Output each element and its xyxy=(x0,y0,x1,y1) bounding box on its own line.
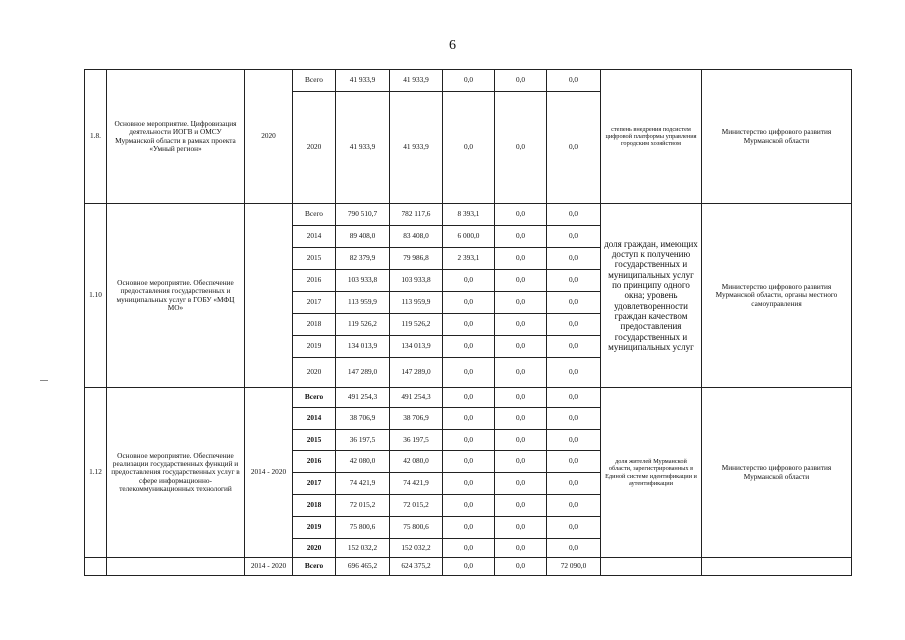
total-value: 0,0 xyxy=(443,558,495,576)
funding-value: 74 421,9 xyxy=(390,473,443,495)
funding-value: 0,0 xyxy=(443,358,495,388)
funding-value: 38 706,9 xyxy=(390,408,443,430)
funding-value: 0,0 xyxy=(443,314,495,336)
funding-value: 0,0 xyxy=(443,495,495,517)
funding-value: 0,0 xyxy=(547,517,601,539)
year-cell: 2019 xyxy=(293,517,336,539)
empty-cell xyxy=(601,558,702,576)
funding-value: 491 254,3 xyxy=(336,388,390,408)
funding-value: 0,0 xyxy=(495,517,547,539)
total-value: 624 375,2 xyxy=(390,558,443,576)
empty-cell xyxy=(107,558,245,576)
funding-value: 0,0 xyxy=(547,270,601,292)
funding-value: 72 015,2 xyxy=(390,495,443,517)
funding-value: 134 013,9 xyxy=(390,336,443,358)
funding-value: 0,0 xyxy=(495,270,547,292)
funding-value: 41 933,9 xyxy=(390,92,443,204)
funding-value: 0,0 xyxy=(495,248,547,270)
year-cell: 2020 xyxy=(293,539,336,558)
measure-number: 1.8. xyxy=(85,70,107,204)
funding-value: 0,0 xyxy=(547,292,601,314)
year-cell: Всего xyxy=(293,388,336,408)
funding-value: 6 000,0 xyxy=(443,226,495,248)
target-indicator: степень внедрения подсистем цифровой платформы управления городским хозяйством xyxy=(601,70,702,204)
funding-value: 0,0 xyxy=(443,408,495,430)
executor: Министерство цифрового развития Мурманской области xyxy=(702,388,852,558)
total-value: 0,0 xyxy=(495,558,547,576)
funding-value: 782 117,6 xyxy=(390,204,443,226)
funding-value: 83 408,0 xyxy=(390,226,443,248)
funding-value: 0,0 xyxy=(547,70,601,92)
program-measures-table xyxy=(84,69,852,576)
target-indicator: доля жителей Мурманской области, зарегистрированных в Единой системе идентификации и аутентификации xyxy=(601,388,702,558)
funding-value: 0,0 xyxy=(547,314,601,336)
funding-value: 147 289,0 xyxy=(336,358,390,388)
funding-value: 0,0 xyxy=(443,92,495,204)
empty-cell xyxy=(85,558,107,576)
funding-value: 75 800,6 xyxy=(336,517,390,539)
funding-value: 152 032,2 xyxy=(336,539,390,558)
funding-value: 0,0 xyxy=(495,204,547,226)
measure-name: Основное мероприятие. Обеспечение реализации государственных функций и предоставления государственных услуг в сфере информационно-телекоммуникационных технологий xyxy=(107,388,245,558)
year-cell: 2018 xyxy=(293,314,336,336)
funding-value: 0,0 xyxy=(495,226,547,248)
measure-name: Основное мероприятие. Цифровизация деятельности ИОГВ и ОМСУ Мурманской области в рамках проекта «Умный регион» xyxy=(107,70,245,204)
funding-value: 152 032,2 xyxy=(390,539,443,558)
funding-value: 0,0 xyxy=(495,336,547,358)
total-value: 72 090,0 xyxy=(547,558,601,576)
measure-name: Основное мероприятие. Обеспечение предоставления государственных и муниципальных услуг в ГОБУ «МФЦ МО» xyxy=(107,204,245,388)
year-cell: 2015 xyxy=(293,430,336,451)
executor: Министерство цифрового развития Мурманской области xyxy=(702,70,852,204)
funding-value: 0,0 xyxy=(547,539,601,558)
funding-value: 42 080,0 xyxy=(390,451,443,473)
implementation-period: 2014 - 2020 xyxy=(245,388,293,558)
year-cell: 2016 xyxy=(293,270,336,292)
funding-value: 0,0 xyxy=(443,473,495,495)
funding-value: 0,0 xyxy=(495,70,547,92)
funding-value: 41 933,9 xyxy=(336,70,390,92)
year-cell: 2020 xyxy=(293,92,336,204)
funding-value: 0,0 xyxy=(443,430,495,451)
measure-number: 1.12 xyxy=(85,388,107,558)
funding-value: 42 080,0 xyxy=(336,451,390,473)
funding-value: 72 015,2 xyxy=(336,495,390,517)
funding-value: 119 526,2 xyxy=(390,314,443,336)
funding-value: 2 393,1 xyxy=(443,248,495,270)
funding-value: 0,0 xyxy=(495,388,547,408)
total-year: Всего xyxy=(293,558,336,576)
funding-value: 0,0 xyxy=(547,495,601,517)
margin-mark xyxy=(40,380,48,381)
funding-value: 0,0 xyxy=(495,92,547,204)
total-period: 2014 - 2020 xyxy=(245,558,293,576)
executor: Министерство цифрового развития Мурманской области, органы местного самоуправления xyxy=(702,204,852,388)
funding-value: 89 408,0 xyxy=(336,226,390,248)
funding-value: 41 933,9 xyxy=(390,70,443,92)
funding-value: 0,0 xyxy=(547,408,601,430)
funding-value: 0,0 xyxy=(547,388,601,408)
funding-value: 0,0 xyxy=(547,430,601,451)
total-value: 696 465,2 xyxy=(336,558,390,576)
funding-value: 0,0 xyxy=(495,358,547,388)
funding-value: 0,0 xyxy=(443,70,495,92)
funding-value: 0,0 xyxy=(547,358,601,388)
table-row xyxy=(85,204,852,226)
measure-number: 1.10 xyxy=(85,204,107,388)
empty-cell xyxy=(702,558,852,576)
funding-value: 0,0 xyxy=(443,539,495,558)
table-row xyxy=(85,388,852,408)
funding-value: 0,0 xyxy=(547,248,601,270)
funding-value: 8 393,1 xyxy=(443,204,495,226)
funding-value: 113 959,9 xyxy=(336,292,390,314)
year-cell: 2015 xyxy=(293,248,336,270)
funding-value: 82 379,9 xyxy=(336,248,390,270)
funding-value: 0,0 xyxy=(547,473,601,495)
funding-value: 0,0 xyxy=(495,473,547,495)
funding-value: 0,0 xyxy=(443,388,495,408)
year-cell: 2017 xyxy=(293,473,336,495)
total-row xyxy=(85,558,852,576)
funding-value: 38 706,9 xyxy=(336,408,390,430)
year-cell: Всего xyxy=(293,70,336,92)
year-cell: 2017 xyxy=(293,292,336,314)
funding-value: 0,0 xyxy=(547,451,601,473)
funding-value: 79 986,8 xyxy=(390,248,443,270)
funding-value: 0,0 xyxy=(495,314,547,336)
target-indicator: доля граждан, имеющих доступ к получению государственных и муниципальных услуг по принципу одного окна; уровень удовлетворенности граждан качеством предоставления государственных и муниципальных услуг xyxy=(601,204,702,388)
funding-value: 0,0 xyxy=(547,336,601,358)
funding-value: 0,0 xyxy=(495,292,547,314)
year-cell: 2019 xyxy=(293,336,336,358)
funding-value: 134 013,9 xyxy=(336,336,390,358)
year-cell: 2020 xyxy=(293,358,336,388)
funding-value: 36 197,5 xyxy=(390,430,443,451)
funding-value: 74 421,9 xyxy=(336,473,390,495)
funding-value: 0,0 xyxy=(495,495,547,517)
funding-value: 119 526,2 xyxy=(336,314,390,336)
funding-value: 0,0 xyxy=(443,517,495,539)
funding-value: 103 933,8 xyxy=(390,270,443,292)
funding-value: 0,0 xyxy=(443,292,495,314)
implementation-period xyxy=(245,204,293,388)
funding-value: 147 289,0 xyxy=(390,358,443,388)
funding-value: 75 800,6 xyxy=(390,517,443,539)
year-cell: 2016 xyxy=(293,451,336,473)
funding-value: 0,0 xyxy=(547,204,601,226)
funding-value: 0,0 xyxy=(443,451,495,473)
funding-value: 0,0 xyxy=(547,226,601,248)
funding-value: 103 933,8 xyxy=(336,270,390,292)
funding-value: 0,0 xyxy=(495,408,547,430)
page-number: 6 xyxy=(449,38,456,53)
funding-value: 0,0 xyxy=(443,270,495,292)
funding-value: 491 254,3 xyxy=(390,388,443,408)
year-cell: 2018 xyxy=(293,495,336,517)
year-cell: 2014 xyxy=(293,226,336,248)
funding-value: 790 510,7 xyxy=(336,204,390,226)
funding-value: 0,0 xyxy=(547,92,601,204)
funding-value: 41 933,9 xyxy=(336,92,390,204)
funding-value: 0,0 xyxy=(443,336,495,358)
funding-value: 113 959,9 xyxy=(390,292,443,314)
funding-value: 0,0 xyxy=(495,430,547,451)
year-cell: 2014 xyxy=(293,408,336,430)
funding-value: 36 197,5 xyxy=(336,430,390,451)
table-row xyxy=(85,70,852,92)
funding-value: 0,0 xyxy=(495,539,547,558)
funding-value: 0,0 xyxy=(495,451,547,473)
implementation-period: 2020 xyxy=(245,70,293,204)
year-cell: Всего xyxy=(293,204,336,226)
